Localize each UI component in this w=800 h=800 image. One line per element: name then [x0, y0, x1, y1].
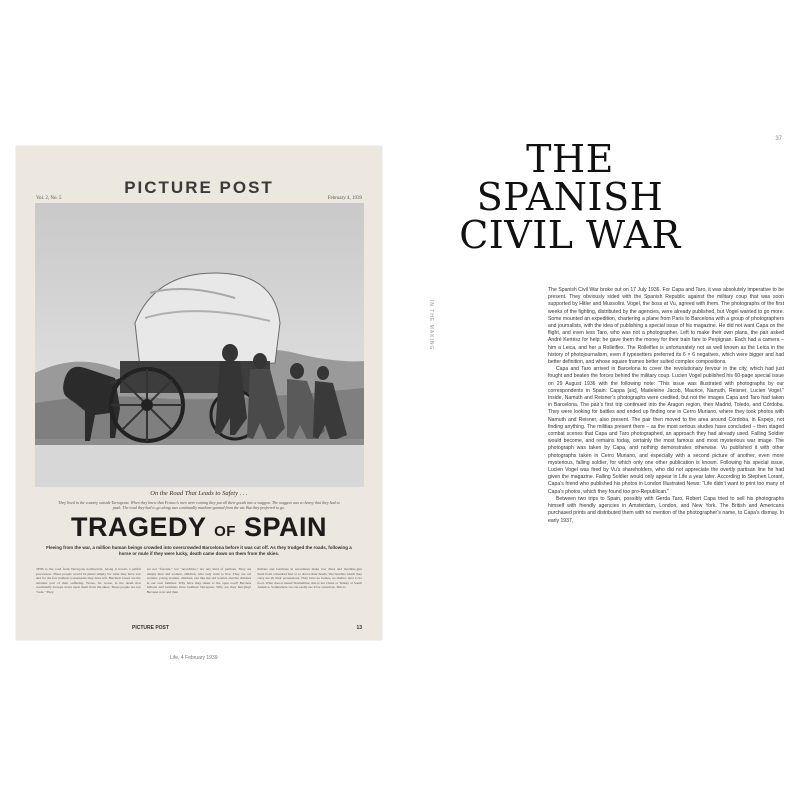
- headline-of: OF: [214, 523, 236, 540]
- magazine-column-3: Italians and Germans in aeroplanes make low dives and machine-gun them from a hundred feet or so above their heads. The bundles which they carry are all their possessions. They have no homes, no shelter, next to no food. What does it mean? Remember, this is not China or Turkey or South America. Somewhere we can easily see it for ourselves. This is: [257, 567, 363, 590]
- magazine-photo-refugee-wagon: [35, 203, 364, 487]
- magazine-column-1: THIS is the road from Tarragona northwards. Along it travels a pitiful procession. These people would be pitied simply for what they have lost and for the few pathetic possessions they have left. But their losses are the smallest part of their suffering. Worse, far worse, is the death that continually swoops down upon them from the skies. These people are not "reds." They: [36, 567, 141, 594]
- side-running-head: IN THE MAKING: [428, 300, 434, 351]
- figure-caption: Life, 4 February 1939: [170, 655, 218, 661]
- article-paragraph-3: Between two trips to Spain, possibly with Gerda Taro, Robert Capa tried to sell his photographs himself with friendly agencies in Amsterdam, London, and New York. The British and Americans purchased prints and distributed them with no mention of the photographer’s name, to Capa’s dismay. In early 1937,: [548, 495, 784, 524]
- magazine-footer-title: PICTURE POST: [132, 625, 169, 631]
- article-title-line-1: THE: [526, 137, 614, 181]
- magazine-page: [16, 146, 382, 640]
- magazine-footer-page: 13: [356, 625, 362, 631]
- magazine-photo-caption: On the Road That Leads to Safety . . .: [150, 490, 248, 497]
- article-paragraph-2: Capa and Taro arrived in Barcelona to cover the revolutionary fervour in the city, which had just fought and beaten the forces behind the military coup. Lucien Vogel published his 60-page special issue on 29 August 1936 with the following note: “This issue was illustrated with photographs by our correspondents in Spain: Cappa [sic], Madeleine Jacob, Maurice, Namuth, Reisner, Lucien Vogel.” Inside, Namuth and Reisner’s photographs were credited, but not the images Capa and Taro had taken in Barcelona. The pair’s first trip continued into the Aragon region, then Madrid, Toledo, and Córdoba. They were looking for battles and ended up finding one in Cerro Muriano, where they took photos with Namuth and Reisner, also present. The pair then moved to the area around Córdoba, in Espejo, not finding anything. The militias present there – as the most serious studies have concluded – then staged combat scenes that Capa and Taro photographed, an approach they had already used. Falling Soldier would become, and remains today, certainly the most famous and most mysterious war image. The photograph was taken by Capa, and nothing demonstrates otherwise. Vu published it with other photographs taken in Cerro Muriano, and especially with a second picture of another, even more mysterious, falling soldier, for which only one other publication is known. Following his special issue, Lucien Vogel was fired by Vu’s shareholders, who did not appreciate the overtly partisan line he had given the magazine. Falling Soldier would only appear in Life a year later. According to Stephen Lorant, Capa’s friend who published his photos in London Illustrated News: “Life didn’t want to print too many of Capa’s photos, which they found too pro-Republican.”: [548, 366, 784, 495]
- magazine-photo-subcaption: They lived in the country outside Tarragona. When they knew that Franco's men were coming they put all their goods into a waggon. The waggon was so heavy that they had to push. The road they had to go along was continually machine-gunned from the air. But they preferred to go.: [58, 500, 340, 510]
- refugee-wagon-illustration: [35, 203, 364, 487]
- magazine-column-2: are not "fascists," nor "anarchists," nor any kind of partisan. They are simply men and women, children, who only want to live. They are old women, young women, children, run like the old women and the children in our own families. Why have they taken to the open road? Because Italians and Germans have bombed Tarragona. Why are they hurrying? Because now and then: [146, 567, 252, 594]
- magazine-body-columns: [36, 567, 362, 617]
- magazine-deck: Fleeing from the war, a million human beings crowded into overcrowded Barcelona before it was cut off. As they trudged the roads, following a horse or mule if they were lucky, death came down on them from the skies.: [46, 545, 352, 556]
- magazine-headline: [16, 512, 382, 543]
- article-title-line-3: CIVIL WAR: [459, 213, 681, 257]
- headline-spain: SPAIN: [243, 512, 327, 542]
- magazine-masthead: PICTURE POST: [124, 178, 274, 197]
- magazine-date: February 4, 1939: [327, 196, 362, 201]
- article-paragraph-1: The Spanish Civil War broke out on 17 July 1936. For Capa and Taro, it was absolutely imperative to be present. They obviously sided with the Spanish Republic against the military coup that was soon supported by Hitler and Mussolini. Vogel, the boss at Vu, agreed with them. The photographs of the first weeks of the fighting, distributed by the agencies, were already published, but Vogel wanted to go more. Some mounted an expedition, chartering a plane from Paris to Barcelona with a group of photographers and journalists, with the idea of publishing a special issue of his magazine. He did not want Capa on the flight, and even less Taro, who was not a photographer. Left to make their own plans, the pair asked André Kertész for help; he gave them the money for their train fare to Perpignan. Each had a camera – him a Leica, and her a Rolleiflex. The Rolleiflex is unfortunately not as well known as the Leica in the history of photojournalism, even if typesetters preferred its 6 × 6 negatives, which were bigger and had better definition, and whose square frames better suited complex compositions.: [548, 287, 784, 366]
- article-title: [455, 137, 685, 257]
- article-body: [548, 287, 784, 647]
- article-title-line-2: SPANISH: [476, 175, 664, 219]
- headline-tragedy: TRAGEDY: [71, 512, 207, 542]
- page-number: 37: [775, 136, 782, 142]
- magazine-volume: Vol. 2, No. 5: [36, 196, 62, 201]
